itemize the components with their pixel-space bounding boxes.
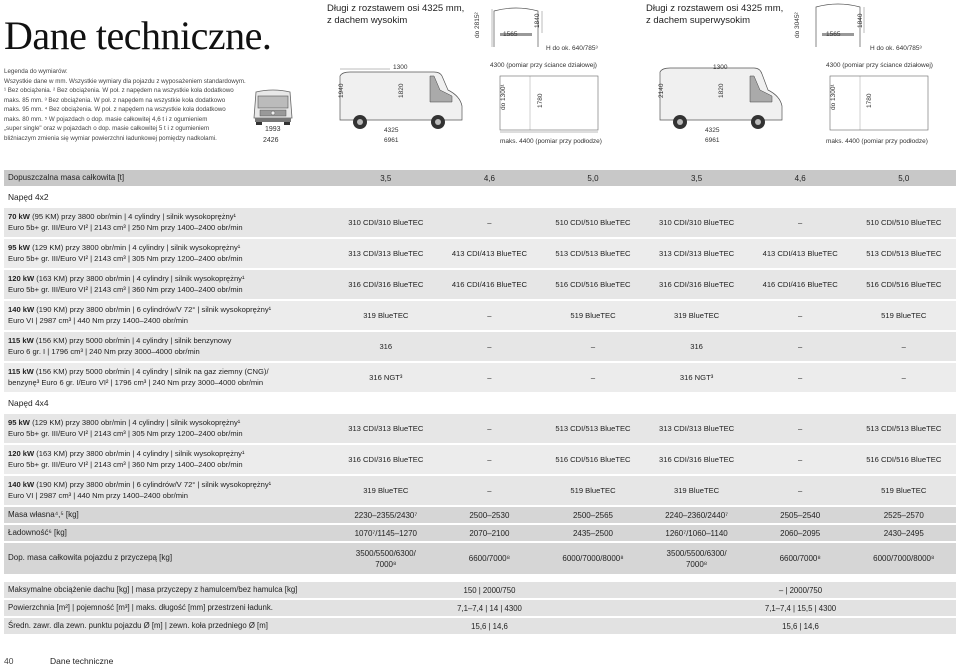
dimension-legend <box>4 67 254 143</box>
right-cargo-height-2: 1780 <box>866 93 873 108</box>
model-cell: 313 CDI/313 BlueTEC <box>348 249 424 258</box>
model-cell: 516 CDI/516 BlueTEC <box>555 280 631 289</box>
model-cell: 316 CDI/316 BlueTEC <box>659 455 735 464</box>
table-cell: 150 | 2000/750 <box>463 585 516 595</box>
table-cell <box>438 553 542 564</box>
model-cell: 416 CDI/416 BlueTEC <box>762 280 838 289</box>
engine-line1 <box>8 418 334 429</box>
header-cell: 3,5 <box>380 173 392 183</box>
legend-line: maks. 80 mm. ⁵ W pojazdach o dop. masie całkowitej 4,6 t i z ogumieniem <box>4 115 208 123</box>
model-cell: 310 CDI/310 BlueTEC <box>348 218 424 227</box>
model-cell: 316 CDI/316 BlueTEC <box>348 280 424 289</box>
legend-line: „super single" oraz w pojazdach o dop. masie całkowitej 5 t i z ogumieniem <box>4 125 210 132</box>
right-heading-line2: z dachem superwysokim <box>646 15 751 26</box>
engine-line1 <box>8 274 334 285</box>
right-cargo-length-top: 4300 (pomiar przy ściance działowej) <box>826 62 933 69</box>
cell-line: 7000⁸ <box>375 559 397 569</box>
engine-label <box>4 336 334 357</box>
left-cargo-length-top: 4300 (pomiar przy ściance działowej) <box>490 62 597 69</box>
right-heading-line1: Długi z rozstawem osi 4325 mm, <box>646 3 784 14</box>
cell-line: 6000/7000/8000⁸ <box>562 554 624 563</box>
model-cell: – <box>798 424 803 433</box>
right-inner-height-dim: 1820 <box>718 83 725 98</box>
right-cargo-height-1: do 1300¹ <box>830 84 837 110</box>
engine-line2: Euro 6 gr. I | 1796 cm³ | 240 Nm przy 3000–4000 obr/min <box>8 346 200 356</box>
table-cell: 2500–2565 <box>572 510 613 520</box>
model-cell: – <box>487 486 492 495</box>
model-cell: 513 CDI/513 BlueTEC <box>866 424 942 433</box>
engine-line1 <box>8 243 334 254</box>
roof-trailer-row <box>4 582 956 600</box>
engine-line2: Euro VI | 2987 cm³ | 440 Nm przy 1400–2400 obr/min <box>8 490 188 500</box>
engine-spec: (95 KM) przy 3800 obr/min | 4 cylindry | silnik wysokoprężny¹ <box>29 212 237 221</box>
header-cell: 4,6 <box>794 173 806 183</box>
model-cell: 510 CDI/510 BlueTEC <box>555 218 631 227</box>
table-cell <box>334 548 438 570</box>
right-cargo-diagram-icon <box>820 70 938 136</box>
model-cell: – <box>798 311 803 320</box>
model-cell: 413 CDI/413 BlueTEC <box>762 249 838 258</box>
right-overall-length-dim: 6961 <box>705 137 720 144</box>
right-width-inner-dim: 1565 <box>826 31 841 38</box>
table-cell: 15,6 | 14,6 <box>782 621 819 631</box>
engine-spec: (190 KM) przy 3800 obr/min | 6 cylindrów/V 72° | silnik wysokoprężny¹ <box>34 480 272 489</box>
model-cell: 316 NGT³ <box>369 373 403 382</box>
left-cargo-length-floor: maks. 4400 (pomiar przy podłodze) <box>500 138 602 145</box>
table-cell: 15,6 | 14,6 <box>471 621 508 631</box>
engine-label <box>4 274 334 295</box>
table-cell: 2070–2100 <box>469 528 510 538</box>
model-cell: 519 BlueTEC <box>570 311 616 320</box>
model-cell: – <box>487 218 492 227</box>
left-door-note: H do ok. 640/785³ <box>546 45 598 52</box>
right-van-side-view-icon <box>650 66 786 136</box>
table-cell <box>645 548 749 570</box>
model-cell: 516 CDI/516 BlueTEC <box>555 455 631 464</box>
legend-heading: Legenda do wymiarów: <box>4 68 68 75</box>
legend-line: maks. 85 mm. ³ Bez obciążenia. W poł. z napędem na wszystkie koła dodatkowo <box>4 96 226 104</box>
model-cell: 319 BlueTEC <box>363 311 409 320</box>
section-label: Napęd 4x4 <box>8 397 49 408</box>
masa-wlasna-row <box>4 507 956 525</box>
left-body-height-dim: 1940 <box>338 83 345 98</box>
model-cell: – <box>798 342 803 351</box>
model-cell: 316 CDI/316 BlueTEC <box>348 455 424 464</box>
model-cell: – <box>590 373 596 382</box>
engine-line1 <box>8 480 334 491</box>
model-cell: – <box>487 311 492 320</box>
engine-line2: Euro 5b+ gr. III/Euro VI² | 2143 cm³ | 305 Nm przy 1200–2400 obr/min <box>8 253 243 263</box>
engine-power: 95 kW <box>8 418 30 427</box>
table-cell <box>748 553 852 564</box>
left-roof-length-dim: 1300 <box>393 64 408 71</box>
engine-spec: (163 KM) przy 3800 obr/min | 4 cylindry | silnik wysokoprężny¹ <box>34 274 245 283</box>
model-cell: 316 <box>379 342 393 351</box>
cell-line: 7000⁸ <box>685 559 708 569</box>
left-height-outer-dim: do 2815² <box>474 12 481 38</box>
engine-power: 140 kW <box>8 305 35 314</box>
front-width-dim: 1993 <box>265 126 281 133</box>
header-label: Dopuszczalna masa całkowita [t] <box>8 172 125 182</box>
engine-row <box>4 445 956 476</box>
engine-row <box>4 476 956 507</box>
engine-power: 70 kW <box>8 212 30 221</box>
page-title: Dane techniczne. <box>4 13 272 58</box>
legend-line: bliźniaczym zmienia się wymiar powierzchni ładunkowej pomiędzy nadkolami. <box>4 134 217 142</box>
engine-power: 120 kW <box>8 449 35 458</box>
engine-line1 <box>8 336 334 347</box>
engine-spec: (129 KM) przy 3800 obr/min | 4 cylindry | silnik wysokoprężny¹ <box>29 243 241 252</box>
engine-row <box>4 270 956 301</box>
row-label: Powierzchnia [m²] | pojemność [m³] | maks. długość [mm] przestrzeni ładunk. <box>8 602 273 612</box>
table-cell: 7,1–7,4 | 15,5 | 4300 <box>764 603 837 613</box>
engine-spec: (129 KM) przy 3800 obr/min | 4 cylindry | silnik wysokoprężny¹ <box>29 418 241 427</box>
left-van-side-view-icon <box>330 66 466 136</box>
model-cell: 513 CDI/513 BlueTEC <box>866 249 942 258</box>
table-cell: 2430–2495 <box>883 528 924 538</box>
table-cell: 1260⁷/1060–1140 <box>665 528 728 538</box>
row-label: Średn. zawr. dla zewn. punktu pojazdu Ø [m] | zewn. koła przedniego Ø [m] <box>8 620 268 630</box>
engine-spec: (163 KM) przy 3800 obr/min | 4 cylindry | silnik wysokoprężny¹ <box>34 449 245 458</box>
model-cell: – <box>487 342 492 351</box>
model-cell: 319 BlueTEC <box>673 311 720 320</box>
model-cell: – <box>487 424 492 433</box>
model-cell: 316 CDI/316 BlueTEC <box>659 280 735 289</box>
model-cell: – <box>798 373 803 382</box>
model-cell: 319 BlueTEC <box>673 486 720 495</box>
model-cell: 313 CDI/313 BlueTEC <box>659 424 735 433</box>
engine-line2: Euro 5b+ gr. III/Euro VI² | 2143 cm³ | 305 Nm przy 1200–2400 obr/min <box>8 428 243 438</box>
cell-line: 6000/7000/8000⁸ <box>873 554 935 563</box>
right-body-height-dim: 2140 <box>658 83 665 98</box>
right-height-outer-dim: do 3045² <box>794 12 801 38</box>
legend-line: ¹ Bez obciążenia. ² Bez obciążenia. W poł. z napędem na wszystkie koła dodatkowo <box>4 87 234 94</box>
engine-label <box>4 367 334 388</box>
table-cell: 2525–2570 <box>883 510 924 520</box>
dop-masa-przyczepa-row <box>4 543 956 576</box>
engine-line2: Euro 5b+ gr. III/Euro VI² | 2143 cm³ | 250 Nm przy 1400–2400 obr/min <box>8 222 243 232</box>
model-cell: 313 CDI/313 BlueTEC <box>348 424 424 433</box>
table-cell: 1070⁷/1145–1270 <box>354 528 417 538</box>
table-cell: 2060–2095 <box>780 528 821 538</box>
model-cell: – <box>590 342 596 351</box>
engine-row <box>4 363 956 394</box>
engine-label <box>4 212 334 233</box>
model-cell: – <box>798 218 803 227</box>
right-door-note: H do ok. 640/785³ <box>870 45 922 52</box>
section-4x2 <box>4 188 956 208</box>
engine-line2: Euro VI | 2987 cm³ | 440 Nm przy 1400–2400 obr/min <box>8 315 188 325</box>
model-cell: 516 CDI/516 BlueTEC <box>866 455 942 464</box>
table-cell: 2500–2530 <box>469 510 510 520</box>
left-cargo-height-2: 1780 <box>537 93 544 108</box>
engine-line1 <box>8 367 334 378</box>
model-cell: 313 CDI/313 BlueTEC <box>659 249 735 258</box>
model-cell: – <box>901 373 906 382</box>
engine-label <box>4 305 334 326</box>
model-cell: 413 CDI/413 BlueTEC <box>451 249 527 258</box>
engine-spec: (190 KM) przy 3800 obr/min | 6 cylindrów/V 72° | silnik wysokoprężny¹ <box>34 305 272 314</box>
footer-label: Dane techniczne <box>50 656 114 666</box>
table-cell <box>541 553 645 564</box>
table-cell: 7,1–7,4 | 14 | 4300 <box>457 603 522 613</box>
table-cell: – | 2000/750 <box>778 585 823 595</box>
cell-line: 6600/7000⁸ <box>779 554 821 563</box>
table-cell: 2230–2355/2430⁷ <box>354 510 418 520</box>
engine-line1 <box>8 212 334 223</box>
engine-label <box>4 449 334 470</box>
left-cargo-height-1: do 1300¹ <box>500 84 507 110</box>
cell-line: 3500/5500/6300/ <box>666 548 727 558</box>
ladownosc-row <box>4 525 956 543</box>
engine-power: 140 kW <box>8 480 35 489</box>
model-cell: 519 BlueTEC <box>570 486 616 495</box>
section-4x4 <box>4 394 956 414</box>
page-number: 40 <box>4 656 14 666</box>
engine-line2: Euro 5b+ gr. III/Euro VI² | 2143 cm³ | 360 Nm przy 1400–2400 obr/min <box>8 284 243 294</box>
left-rear-section-icon <box>486 3 546 53</box>
model-cell: 316 NGT³ <box>679 373 714 382</box>
engine-row <box>4 332 956 363</box>
cargo-area-row <box>4 600 956 618</box>
section-label: Napęd 4x2 <box>8 191 49 202</box>
header-cell: 5,0 <box>587 173 599 183</box>
right-roof-length-dim: 1300 <box>713 64 728 71</box>
engine-row <box>4 414 956 445</box>
engine-label <box>4 480 334 501</box>
engine-row <box>4 301 956 332</box>
engine-row <box>4 239 956 270</box>
model-cell: 516 CDI/516 BlueTEC <box>866 280 942 289</box>
model-cell: 519 BlueTEC <box>881 311 927 320</box>
model-cell: 310 CDI/310 BlueTEC <box>659 218 735 227</box>
engine-power: 120 kW <box>8 274 35 283</box>
left-height-inner-dim: 1840 <box>534 13 541 28</box>
model-cell: 416 CDI/416 BlueTEC <box>451 280 527 289</box>
table-cell: 2435–2500 <box>572 528 613 538</box>
engine-spec: (156 KM) przy 5000 obr/min | 4 cylindry | silnik na gaz ziemny (CNG)/ <box>33 367 269 376</box>
row-label: Dop. masa całkowita pojazdu z przyczepą [kg] <box>8 553 173 563</box>
left-cargo-diagram-icon <box>490 70 608 136</box>
left-wheelbase-dim: 4325 <box>384 127 399 134</box>
left-overall-length-dim: 6961 <box>384 137 399 144</box>
engine-line1 <box>8 305 334 316</box>
engine-power: 115 kW <box>8 336 34 345</box>
legend-line: Wszystkie dane w mm. Wszystkie wymiary dla pojazdu z wyposażeniem standardowym. <box>4 77 246 85</box>
engine-spec: (156 KM) przy 5000 obr/min | 4 cylindry | silnik benzynowy <box>33 336 232 345</box>
table-header-row <box>4 170 956 188</box>
engine-label <box>4 418 334 439</box>
table-cell: 2505–2540 <box>780 510 821 520</box>
model-cell: – <box>798 455 803 464</box>
engine-line2: Euro 5b+ gr. III/Euro VI² | 2143 cm³ | 360 Nm przy 1400–2400 obr/min <box>8 459 243 469</box>
model-cell: 513 CDI/513 BlueTEC <box>555 424 631 433</box>
left-inner-height-dim: 1820 <box>398 83 405 98</box>
model-cell: – <box>901 342 906 351</box>
spec-table <box>4 170 956 636</box>
cell-line: 6600/7000⁸ <box>468 554 510 563</box>
header-cell: 5,0 <box>898 173 910 183</box>
engine-power: 95 kW <box>8 243 30 252</box>
right-height-inner-dim: 1840 <box>857 13 864 28</box>
cell-line: 3500/5500/6300/ <box>355 548 416 558</box>
right-variant-heading <box>646 3 783 27</box>
model-cell: 510 CDI/510 BlueTEC <box>866 218 942 227</box>
right-wheelbase-dim: 4325 <box>705 127 720 134</box>
model-cell: 316 <box>690 342 703 351</box>
model-cell: – <box>487 373 492 382</box>
engine-label <box>4 243 334 264</box>
turning-circle-row <box>4 618 956 636</box>
engine-line1 <box>8 449 334 460</box>
front-width-mirrors-dim: 2426 <box>263 137 279 144</box>
model-cell: 319 BlueTEC <box>363 486 409 495</box>
engine-power: 115 kW <box>8 367 34 376</box>
left-variant-heading <box>327 3 464 27</box>
engine-row <box>4 208 956 239</box>
model-cell: 513 CDI/513 BlueTEC <box>555 249 631 258</box>
right-cargo-length-floor: maks. 4400 (pomiar przy podłodze) <box>826 138 928 145</box>
left-heading-line2: z dachem wysokim <box>327 15 408 26</box>
header-cell: 4,6 <box>483 173 495 183</box>
table-cell: 2240–2360/2440⁷ <box>665 510 729 520</box>
row-label: Ładowność⁶ [kg] <box>8 527 67 537</box>
engine-line2: benzynę³ Euro 6 gr. I/Euro VI² | 1796 cm³ | 240 Nm przy 3000–4000 obr/min <box>8 377 264 387</box>
table-cell <box>852 553 956 564</box>
header-cell: 3,5 <box>691 173 703 183</box>
left-width-inner-dim: 1565 <box>503 31 518 38</box>
left-heading-line1: Długi z rozstawem osi 4325 mm, <box>327 3 465 14</box>
model-cell: 519 BlueTEC <box>881 486 927 495</box>
legend-line: maks. 95 mm. ⁴ Bez obciążenia. W poł. z napędem na wszystkie koła dodatkowo <box>4 106 226 113</box>
row-label: Maksymalne obciążenie dachu [kg] | masa przyczepy z hamulcem/bez hamulca [kg] <box>8 584 298 594</box>
model-cell: – <box>798 486 803 495</box>
row-label: Masa własna⁴,⁵ [kg] <box>8 509 79 519</box>
model-cell: – <box>487 455 492 464</box>
